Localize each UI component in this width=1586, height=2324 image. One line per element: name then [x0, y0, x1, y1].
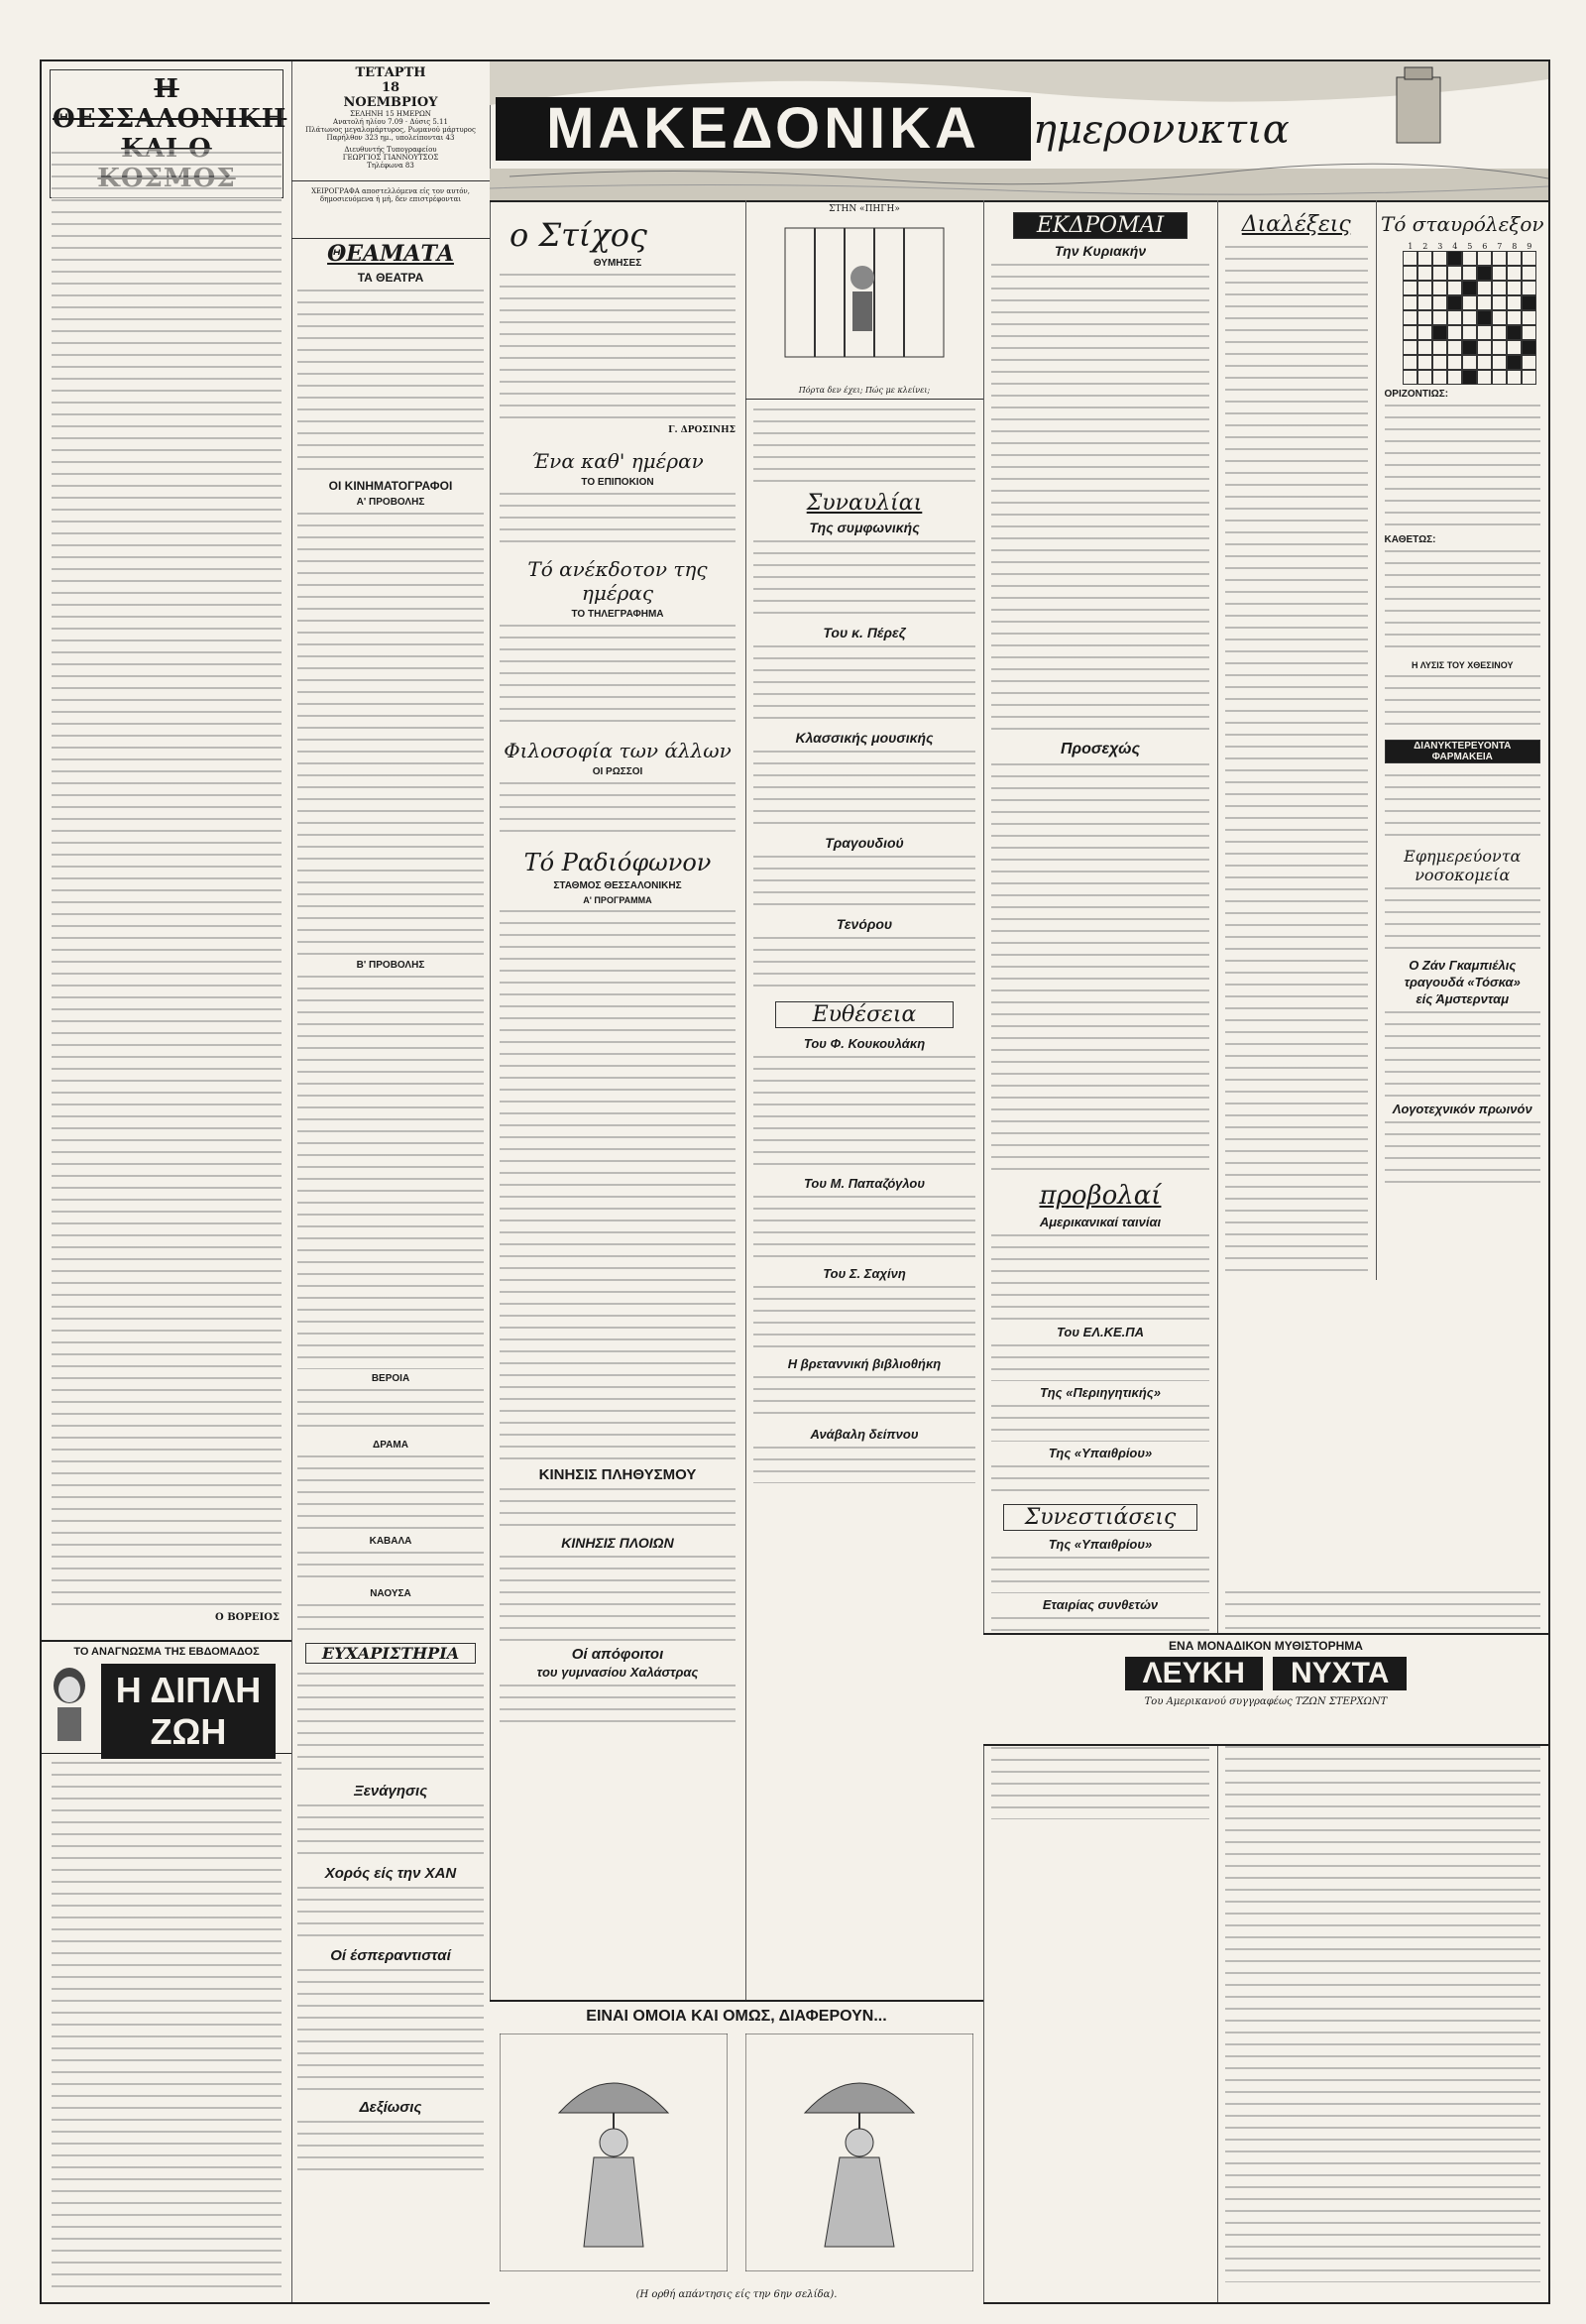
- crossword-cell: [1522, 370, 1536, 385]
- article-body: [52, 149, 282, 1606]
- date-saints: Πλάτωνος μεγαλομάρτυρος, Ρωμανού μάρτυρος: [305, 126, 476, 134]
- crossword-cell: [1462, 295, 1477, 310]
- crossword-across: [1385, 402, 1540, 530]
- crossword-cell: [1417, 266, 1432, 281]
- tosca-heading-1: Ο Ζάν Γκαμπιέλις: [1409, 958, 1517, 973]
- stichos-poem: [500, 271, 736, 425]
- crossword-cell: [1522, 325, 1536, 340]
- screenings-subheading: Αμερικανικαί ταινίαι: [1039, 1215, 1162, 1229]
- crossword-cells: [1403, 251, 1536, 385]
- trips-subheading: Την Κυριακήν: [1054, 243, 1147, 259]
- tour-body: [297, 1801, 484, 1861]
- column-culture: [490, 200, 746, 2302]
- novel-body: [52, 1759, 282, 2294]
- daily-body: [500, 490, 736, 549]
- crossword-column-number: 4: [1452, 242, 1458, 251]
- british-library-body: [753, 1373, 975, 1423]
- crossword-cell: [1432, 281, 1447, 295]
- column-thessaloniki: [42, 61, 292, 2302]
- tour-heading: Ξενάγησις: [353, 1783, 428, 1800]
- crossword-cell: [1417, 325, 1432, 340]
- crossword-cell: [1447, 355, 1462, 370]
- theatres-listing: [297, 287, 484, 475]
- date-moon: ΣΕΛΗΝΗ 15 ΗΜΕΡΩΝ: [350, 110, 431, 118]
- stichos-header: ο Στίχος: [510, 216, 647, 254]
- date-month: ΝΟΕΜΒΡΙΟΥ: [343, 95, 438, 110]
- kinisis-body: [500, 1485, 736, 1531]
- daily-continuation: [753, 406, 975, 485]
- reception-body: [297, 2118, 484, 2177]
- crossword-cell: [1447, 370, 1462, 385]
- crossword-grid: [1388, 242, 1536, 385]
- crossword-cell: [1522, 251, 1536, 266]
- crossword-cell: [1432, 340, 1447, 355]
- kavala-listing: [297, 1549, 484, 1584]
- songs-body: [753, 853, 975, 912]
- anecdote-header: Τό ανέκδοτον της ημέρας: [527, 557, 708, 605]
- date-weekday: ΤΕΤΑΡΤΗ: [355, 65, 426, 80]
- crossword-cell: [1462, 251, 1477, 266]
- anecdote-subtitle: ΤΟ ΤΗΛΕΓΡΑΦΗΜΑ: [571, 609, 664, 620]
- crossword-cell: [1507, 310, 1522, 325]
- crossword-cell: [1477, 340, 1492, 355]
- dinner-heading: Ανάβαλη δείπνου: [810, 1427, 919, 1442]
- koukoulakis-heading: Του Φ. Κουκουλάκη: [803, 1036, 926, 1051]
- crossword-cell: [1522, 295, 1536, 310]
- drama-listing: [297, 1452, 484, 1532]
- crossword-cell: [1522, 266, 1536, 281]
- crossword-cell: [1432, 355, 1447, 370]
- thanks-body: [297, 1670, 484, 1779]
- crossword-down-heading: ΚΑΘΕΤΩΣ:: [1384, 534, 1436, 545]
- stichos-poem-title: ΘΥΜΗΣΕΣ: [593, 258, 642, 269]
- puzzle-strip-title: ΕΙΝΑΙ ΟΜΟΙΑ ΚΑΙ ΟΜΩΣ, ΔΙΑΦΕΡΟΥΝ...: [586, 2008, 887, 2025]
- crossword-cell: [1492, 340, 1507, 355]
- tosca-heading-2: τραγουδά «Τόσκα»: [1404, 975, 1521, 989]
- crossword-solution: [1385, 672, 1540, 732]
- second-run-heading: Β' ΠΡΟΒΟΛΗΣ: [356, 960, 425, 971]
- date-sun: Ανατολή ηλίου 7.09 · Δύσις 5.11: [333, 118, 448, 126]
- crossword-cell: [1477, 325, 1492, 340]
- date-remaining: Παρήλθον 323 ημ., υπολείπονται 43: [326, 134, 455, 142]
- alumni-heading-1: Οί απόφοιτοι: [571, 1646, 664, 1663]
- ships-header: ΚΙΝΗΣΙΣ ΠΛΟΙΩΝ: [561, 1535, 674, 1551]
- crossword-cell: [1492, 310, 1507, 325]
- crossword-cell: [1507, 295, 1522, 310]
- novel-ad-author: Του Αμερικανού συγγραφέως ΤΖΩΝ ΣΤΕΡΧΩΝΤ: [1144, 1696, 1388, 1707]
- crossword-cell: [1477, 310, 1492, 325]
- duty-label: Διευθυντής Τυπογραφείου: [344, 146, 437, 154]
- puzzle-strip-caption: (Η ορθή απάντησις είς την 6ην σελίδα).: [635, 2289, 838, 2300]
- hospitals-body: [1385, 884, 1540, 954]
- cartoon-box: [745, 200, 983, 400]
- outdoor-body: [991, 1462, 1209, 1498]
- crossword-cell: [1462, 355, 1477, 370]
- crossword-cell: [1403, 370, 1417, 385]
- elkepa-heading: Του ΕΛ.ΚΕ.ΠΑ: [1056, 1325, 1145, 1339]
- sachinis-heading: Του Σ. Σαχίνη: [823, 1266, 906, 1281]
- crossword-cell: [1477, 281, 1492, 295]
- naousa-listing: [297, 1601, 484, 1637]
- crossword-cell: [1432, 266, 1447, 281]
- puzzle-strip: [490, 2000, 983, 2304]
- crossword-column-numbers: [1403, 242, 1536, 251]
- philosophy-header: Φιλοσοφία των άλλων: [504, 739, 732, 762]
- crossword-column-number: 6: [1482, 242, 1488, 251]
- crossword-cell: [1492, 370, 1507, 385]
- crossword-cell: [1447, 266, 1462, 281]
- crossword-cell: [1462, 325, 1477, 340]
- manuscripts-note: ΧΕΙΡΟΓΡΑΦΑ αποστελλόμενα είς τον αυτόν, δημοσιευόμενα ή μή, δεν επιστρέφονται: [291, 181, 490, 239]
- duty-phone: Τηλέφωνα 83: [367, 162, 414, 170]
- crossword-cell: [1477, 370, 1492, 385]
- crossword-column-number: 1: [1408, 242, 1414, 251]
- crossword-cell: [1507, 325, 1522, 340]
- papazoglou-body: [753, 1193, 975, 1262]
- koukoulakis-body: [753, 1053, 975, 1172]
- crossword-cell: [1447, 325, 1462, 340]
- kavala-heading: ΚΑΒΑΛΑ: [369, 1536, 412, 1547]
- crossword-column-number: 5: [1467, 242, 1473, 251]
- upcoming-body: [991, 760, 1209, 1177]
- crossword-cell: [1522, 310, 1536, 325]
- crossword-cell: [1507, 251, 1522, 266]
- theatres-heading: ΤΑ ΘΕΑΤΡΑ: [357, 271, 424, 285]
- novel-ad-title-1: ΛΕΥΚΗ: [1125, 1657, 1263, 1690]
- jail-cartoon-illustration: [775, 218, 954, 367]
- crossword-cell: [1417, 355, 1432, 370]
- novel-title: Η ΔΙΠΛΗ ΖΩΗ: [101, 1664, 276, 1759]
- hospitals-header: Εφημερεύοντα νοσοκομεία: [1404, 847, 1522, 884]
- papazoglou-heading: Του Μ. Παπαζόγλου: [803, 1176, 926, 1191]
- periphery-body: [991, 1402, 1209, 1442]
- literary-heading: Λογοτεχνικόν πρωινόν: [1392, 1102, 1532, 1116]
- theamata-header: ΘΕΑΜΑΤΑ: [327, 241, 454, 267]
- crossword-cell: [1403, 266, 1417, 281]
- lectures-header: Διαλέξεις: [1241, 212, 1351, 237]
- article-byline: Ο ΒΟΡΕΙΟΣ: [215, 1612, 280, 1623]
- cinemas-heading: ΟΙ ΚΙΝΗΜΑΤΟΓΡΑΦΟΙ: [328, 479, 453, 493]
- crossword-cell: [1492, 251, 1507, 266]
- sessions-header: Συνεστιάσεις: [1003, 1504, 1197, 1531]
- crossword-cell: [1462, 281, 1477, 295]
- philosophy-body: [500, 779, 736, 839]
- crossword-cell: [1447, 295, 1462, 310]
- crossword-column-number: 7: [1497, 242, 1503, 251]
- trips-body: [991, 261, 1209, 737]
- radio-body: [500, 907, 736, 1462]
- masthead: [490, 61, 1548, 202]
- crossword-cell: [1417, 281, 1432, 295]
- trips-header: ΕΚΔΡΟΜΑΙ: [1013, 212, 1188, 239]
- classical-heading: Κλασσικής μουσικής: [795, 730, 934, 746]
- crossword-cell: [1507, 355, 1522, 370]
- crossword-cell: [1522, 355, 1536, 370]
- crossword-cell: [1507, 281, 1522, 295]
- crossword-cell: [1432, 251, 1447, 266]
- crossword-header: Τό σταυρόλεξον: [1380, 212, 1544, 236]
- crossword-cell: [1432, 325, 1447, 340]
- anecdote-body: [500, 622, 736, 731]
- radio-program: Α' ΠΡΟΓΡΑΜΜΑ: [583, 895, 652, 905]
- crossword-cell: [1462, 266, 1477, 281]
- daily-header: Ένα καθ' ημέραν: [531, 449, 704, 473]
- outdoor2-body: [991, 1554, 1209, 1593]
- crossword-cell: [1432, 310, 1447, 325]
- pharmacies-body: [1385, 771, 1540, 841]
- novel-kicker: ΤΟ ΑΝΑΓΝΩΣΜΑ ΤΗΣ ΕΒΔΟΜΑΔΟΣ: [73, 1646, 260, 1658]
- crossword-cell: [1447, 310, 1462, 325]
- euthesia-header: Ευθέσεια: [775, 1001, 954, 1028]
- radio-station: ΣΤΑΘΜΟΣ ΘΕΣΣΑΛΟΝΙΚΗΣ: [553, 880, 682, 891]
- stichos-author: Γ. ΔΡΟΣΙΝΗΣ: [668, 425, 736, 435]
- graduates-heading: Οί έσπεραντισταί: [330, 1947, 451, 1964]
- crossword-cell: [1447, 340, 1462, 355]
- novel-banner: [42, 1640, 291, 1754]
- section-title-line1: Η ΘΕΣΣΑΛΟΝΙΚΗ: [53, 74, 287, 134]
- tenor-body: [753, 934, 975, 993]
- crossword-cell: [1507, 340, 1522, 355]
- periphery-heading: Της «Περιηγητικής»: [1040, 1385, 1161, 1400]
- date-day: 18: [381, 80, 400, 95]
- crossword-cell: [1447, 281, 1462, 295]
- cartoon-dialog: Πόρτα δεν έχει; Πώς με κλείνει;: [798, 386, 931, 395]
- songs-heading: Τραγουδιού: [825, 835, 904, 851]
- ships-body: [500, 1553, 736, 1642]
- crossword-cell: [1492, 281, 1507, 295]
- crossword-column-number: 8: [1512, 242, 1518, 251]
- crossword-cell: [1403, 355, 1417, 370]
- date-box: [291, 61, 490, 181]
- column-excursions: [983, 200, 1218, 2302]
- woman-portrait-illustration: [48, 1664, 91, 1743]
- novel-ad-title-2: ΝΥΧΤΑ: [1273, 1657, 1407, 1690]
- drama-heading: ΔΡΑΜΑ: [373, 1440, 408, 1451]
- crossword-column-number: 2: [1422, 242, 1428, 251]
- lectures-body: [1225, 243, 1368, 1274]
- radio-header: Τό Ραδιόφωνον: [523, 849, 712, 876]
- classical-body: [753, 748, 975, 831]
- crossword-cell: [1507, 370, 1522, 385]
- crossword-cell: [1403, 340, 1417, 355]
- first-run-heading: Α' ΠΡΟΒΟΛΗΣ: [356, 497, 425, 508]
- crossword-cell: [1447, 251, 1462, 266]
- veroia-heading: ΒΕΡΟΙΑ: [371, 1373, 410, 1384]
- rain-umbrella-cartoon-left: [500, 2034, 728, 2271]
- thanks-header: ΕΥΧΑΡΙΣΤΗΡΙΑ: [305, 1643, 476, 1664]
- cartoon-caption: ΣΤΗΝ «ΠΗΓΗ»: [829, 204, 900, 214]
- perez-heading: Του κ. Πέρεζ: [823, 625, 906, 640]
- pharmacies-header: ΔΙΑΝΥΚΤΕΡΕΥΟΝΤΑ ΦΑΡΜΑΚΕΙΑ: [1385, 740, 1540, 763]
- crossword-cell: [1403, 325, 1417, 340]
- screenings-body: [991, 1231, 1209, 1321]
- crossword-cell: [1403, 281, 1417, 295]
- newspaper-page: [40, 59, 1550, 2304]
- reception-heading: Δεξίωσις: [359, 2099, 422, 2116]
- crossword-cell: [1432, 295, 1447, 310]
- crossword-cell: [1477, 266, 1492, 281]
- crossword-cell: [1403, 295, 1417, 310]
- kinisis-header: ΚΙΝΗΣΙΣ ΠΛΗΘΥΣΜΟΥ: [538, 1466, 697, 1483]
- dance-heading: Χορός είς την ΧΑΝ: [324, 1865, 457, 1882]
- crossword-cell: [1417, 295, 1432, 310]
- crossword-cell: [1492, 325, 1507, 340]
- second-run-listing: [297, 973, 484, 1369]
- first-run-listing: [297, 510, 484, 956]
- masthead-subtitle: ημερονυκτια: [1033, 107, 1290, 153]
- crossword-cell: [1477, 251, 1492, 266]
- crossword-cell: [1492, 295, 1507, 310]
- crossword-cell: [1522, 281, 1536, 295]
- crossword-cell: [1417, 370, 1432, 385]
- dance-body: [297, 1884, 484, 1943]
- outdoor-heading: Της «Υπαιθρίου»: [1048, 1446, 1153, 1460]
- crossword-cell: [1432, 370, 1447, 385]
- crossword-cell: [1462, 370, 1477, 385]
- literary-body: [1385, 1118, 1540, 1188]
- philosophy-subtitle: ΟΙ ΡΩΣΣΟΙ: [592, 766, 643, 777]
- crossword-cell: [1462, 340, 1477, 355]
- crossword-cell: [1462, 310, 1477, 325]
- crossword-column-number: 9: [1527, 242, 1532, 251]
- crossword-column-number: 3: [1437, 242, 1443, 251]
- outdoor2-heading: Της «Υπαιθρίου»: [1048, 1537, 1153, 1552]
- elkepa-body: [991, 1341, 1209, 1381]
- upcoming-heading: Προσεχώς: [1060, 741, 1141, 757]
- crossword-cell: [1477, 295, 1492, 310]
- dinner-body: [753, 1444, 975, 1483]
- crossword-cell: [1507, 266, 1522, 281]
- crossword-cell: [1522, 340, 1536, 355]
- british-library-heading: Η βρεταννική βιβλιοθήκη: [787, 1356, 942, 1371]
- tenor-heading: Τενόρου: [836, 916, 893, 932]
- naousa-heading: ΝΑΟΥΣΑ: [370, 1588, 411, 1599]
- crossword-cell: [1417, 340, 1432, 355]
- veroia-listing: [297, 1386, 484, 1436]
- rain-umbrella-cartoon-right: [745, 2034, 973, 2271]
- duty-name: ΓΕΩΡΓΙΟΣ ΓΙΑΝΝΟΥΤΣΟΣ: [342, 154, 439, 162]
- composers-heading: Εταιρίας συνθετών: [1042, 1597, 1159, 1612]
- crossword-cell: [1403, 310, 1417, 325]
- crossword-cell: [1403, 251, 1417, 266]
- graduates-body: [297, 1966, 484, 2095]
- sachinis-body: [753, 1283, 975, 1352]
- crossword-cell: [1492, 266, 1507, 281]
- novel-ad-banner: [983, 1633, 1548, 1746]
- concerts-header: Συναυλίαι: [806, 491, 923, 516]
- tosca-body: [1385, 1008, 1540, 1098]
- column-entertainment: [291, 61, 491, 2302]
- screenings-header: προβολαί: [1039, 1181, 1162, 1211]
- novel-ad-kicker: ΕΝΑ ΜΟΝΑΔΙΚΟΝ ΜΥΘΙΣΤΟΡΗΜΑ: [1169, 1639, 1363, 1653]
- crossword-cell: [1477, 355, 1492, 370]
- crossword-cell: [1492, 355, 1507, 370]
- masthead-title: ΜΑΚΕΔΟΝΙΚΑ: [496, 97, 1031, 161]
- crossword-cell: [1417, 251, 1432, 266]
- symphonic-heading: Της συμφωνικής: [809, 520, 920, 535]
- crossword-across-heading: ΟΡΙΖΟΝΤΙΩΣ:: [1384, 389, 1449, 400]
- tosca-heading-3: είς Άμστερνταμ: [1416, 991, 1510, 1006]
- daily-subtitle: ΤΟ ΕΠΙΠΟΚΙΟΝ: [581, 477, 654, 488]
- column-lectures: [1217, 200, 1548, 2302]
- crossword-solution-heading: Η ΛΥΣΙΣ ΤΟΥ ΧΘΕΣΙΝΟΥ: [1412, 660, 1514, 670]
- alumni-heading-2: του γυμνασίου Χαλάστρας: [536, 1665, 699, 1680]
- crossword-down: [1385, 547, 1540, 656]
- perez-body: [753, 642, 975, 726]
- symphonic-body: [753, 537, 975, 621]
- alumni-body: [500, 1682, 736, 1731]
- crossword-cell: [1417, 310, 1432, 325]
- column-events: [745, 200, 984, 2302]
